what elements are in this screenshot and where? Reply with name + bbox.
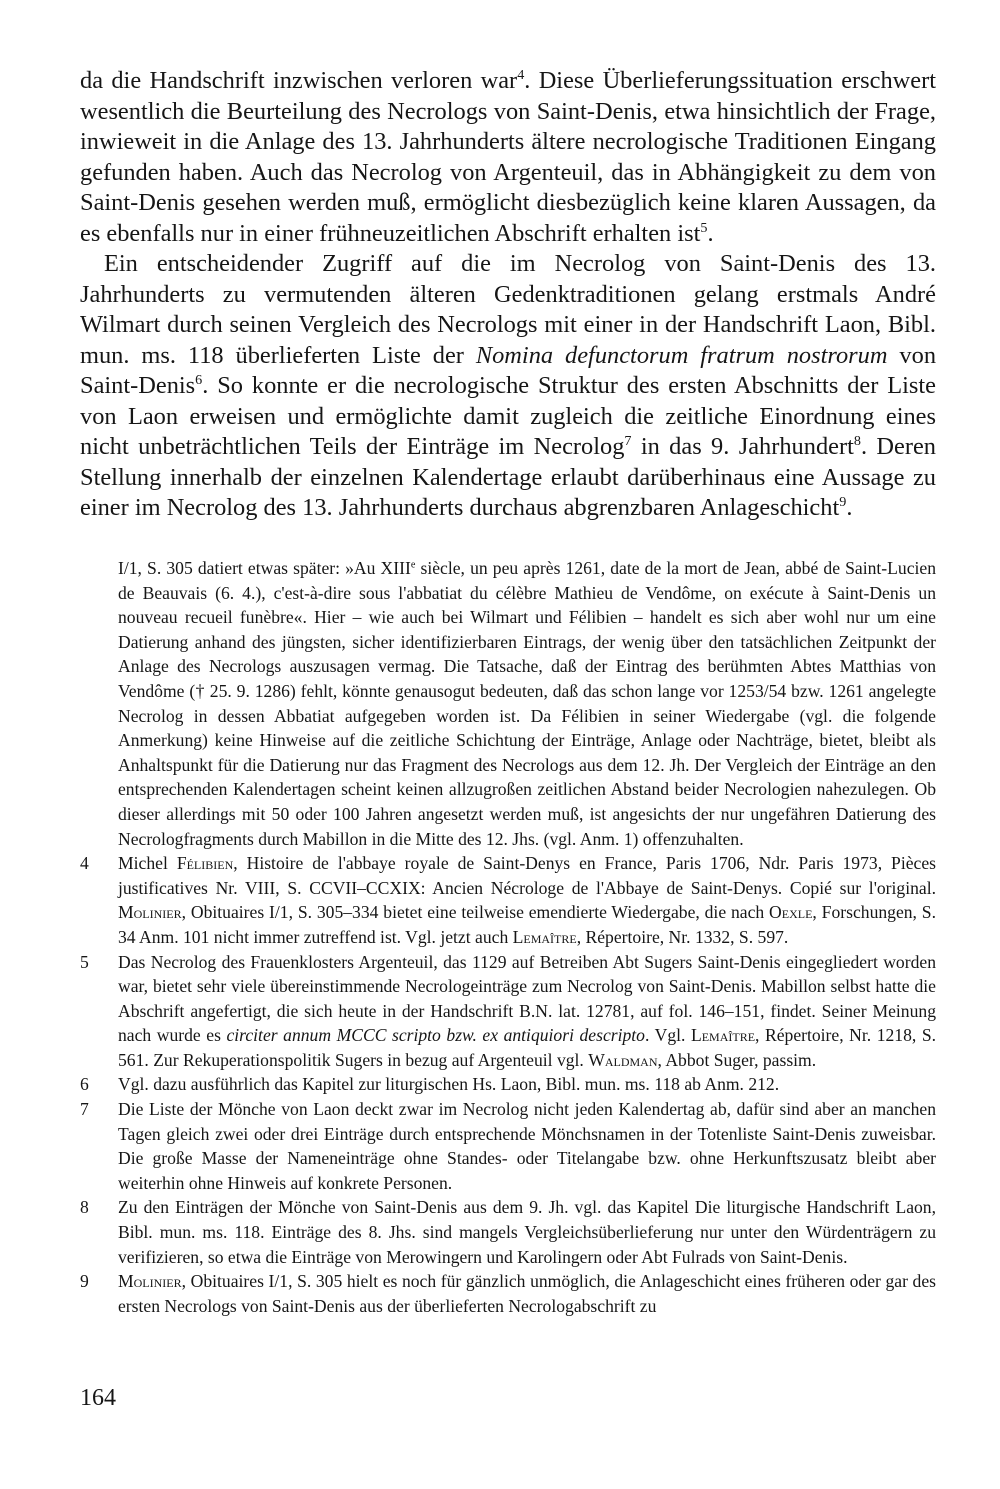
footnote-number: 7 bbox=[80, 1099, 89, 1120]
footnote-4: 4 Michel Félibien, Histoire de l'abbaye royale de Saint-Denys en France, Paris 1706, Ndr. Paris 1973, Pièces justificatives Nr. VIII, S. CCVII–CCXIX: Ancien Nécrologe de l'Abbaye de Saint-Denys. Copié sur l'original. Molinier, Obituaires I/1, S. 305–334 bietet eine teilweise emendierte Wiedergabe, die nach Oexle, Forschungen, S. 34 Anm. 101 nicht immer zutreffend ist. Vgl. jetzt auch Lemaître, Répertoire, Nr. 1332, S. 597. bbox=[80, 853, 937, 947]
footnote-ref-6[interactable]: 6 bbox=[195, 372, 203, 389]
footnote-number: 9 bbox=[80, 1271, 89, 1292]
footnote-number: 6 bbox=[80, 1074, 89, 1095]
superscript-e: e bbox=[410, 559, 416, 571]
footnote-6: 6 Vgl. dazu ausführlich das Kapitel zur liturgischen Hs. Laon, Bibl. mun. ms. 118 ab Anm. 212. bbox=[80, 1072, 936, 1097]
paragraph-1: da die Handschrift inzwischen verloren war$^4$. Diese Überlieferungssituation erschwert wesentlich die Beurteilung des Necrologs von Saint-Denis, etwa hinsichtlich der Frage, inwieweit in die Anlage des 13. Jahrhunderts ältere necrologische Traditionen Eingang gefunden haben. Auch das Necrolog von Argenteuil, das in Abhängigkeit zu dem von Saint-Denis gesehen werden muß, ermöglicht diesbezüglich keine klaren Aussagen, da es ebenfalls nur in einer frühneuzeitlichen Abschrift erhalten ist$^5$. bbox=[80, 67, 936, 247]
page-number: 164 bbox=[80, 1385, 116, 1411]
footnote-ref-4[interactable]: 4 bbox=[517, 67, 525, 84]
footnote-number: 4 bbox=[80, 853, 89, 874]
footnote-5: 5 Das Necrolog des Frauenklosters Argenteuil, das 1129 auf Betreiben Abt Sugers Saint-Denis eingegliedert worden war, bietet sehr viele übereinstimmende Necrologeinträge zum Necrolog von Saint-Denis. Mabillon selbst hatte die Abschrift angefertigt, die sich heute in der Handschrift B.N. lat. 12781, auf fol. 146–151, findet. Seiner Meinung nach wurde es circiter annum MCCC scripto bzw. ex antiquiori descripto. Vgl. Lemaître, Répertoire, Nr. 1218, S. 561. Zur Rekuperationspolitik Sugers in bezug auf Argenteuil vgl. Waldman, Abbot Suger, passim. bbox=[80, 951, 937, 1070]
footnotes bbox=[80, 556, 936, 1318]
footnote-continuation: I/1, S. 305 datiert etwas später: »Au XIIIe siècle, un peu après 1261, date de la mort de Jean, abbé de Saint-Lucien de Beauvais (6. 4.), c'est-à-dire sous l'abbatiat du célèbre Mathieu de Vendôme, on exécute à Saint-Denis un nouveau recueil funèbre«. Hier – wie auch bei Wilmart und Félibien – handelt es sich aber wohl nur um eine Datierung anhand des jüngsten, sicher identifizierbaren Eintrags, der wenig über den tatsächlichen Zeitpunkt der Anlage des Necrologs auszusagen vermag. Die Tatsache, daß der Eintrag des berühmten Abtes Matthias von Vendôme († 25. 9. 1286) fehlt, könnte genausogut bedeuten, daß das schon lange vor 1253/54 bzw. 1261 angelegte Necrolog in dessen Abbatiat aufgegeben worden ist. Da Félibien in seiner Wiedergabe (vgl. die folgende Anmerkung) keine Hinweise auf die zeitliche Schichtung der Einträge, Anlage oder Nachträge, bietet, bleibt als Anhaltspunkt für die Datierung nur das Fragment des Necrologs aus dem 12. Jh. Der Vergleich der Einträge an den entsprechenden Kalendertagen scheint keinen allzugroßen zeitlichen Abstand beider Necrologien nahezulegen. Ob dieser allerdings mit 50 oder 100 Jahren angesetzt werden muß, ist angesichts der nur ungefähren Datierung des Necrologfragments durch Mabillon in die Mitte des 12. Jhs. (vgl. Anm. 1) offenzuhalten. bbox=[118, 558, 936, 849]
footnote-ref-9[interactable]: 9 bbox=[839, 494, 847, 511]
footnote-ref-8[interactable]: 8 bbox=[853, 433, 861, 450]
footnote-ref-5[interactable]: 5 bbox=[700, 219, 708, 236]
footnote-7: 7 Die Liste der Mönche von Laon deckt zwar im Necrolog nicht jeden Kalendertag ab, dafür sind aber an manchen Tagen gleich zwei oder drei Einträge durch entsprechende Mönchsnamen in der Totenliste Saint-Denis zuweisbar. Die große Masse der Nameneinträge ohne Standes- oder Titelangabe bzw. ohne Herkunftszusatz bleibt aber weiterhin ohne Hinweis auf konkrete Personen. bbox=[80, 1099, 936, 1193]
main-text bbox=[80, 66, 936, 524]
footnote-9: 9 Molinier, Obituaires I/1, S. 305 hielt es noch für gänzlich unmöglich, die Anlageschicht eines früheren oder gar des ersten Necrologs von Saint-Denis aus der überlieferten Necrologabschrift zu bbox=[80, 1271, 936, 1316]
italic-title: Nomina defunctorum fratrum nostrorum bbox=[475, 341, 888, 369]
footnote-number: 8 bbox=[80, 1197, 89, 1218]
footnote-ref-7[interactable]: 7 bbox=[624, 433, 632, 450]
paragraph-2: Ein entscheidender Zugriff auf die im Necrolog von Saint-Denis des 13. Jahrhunderts zu vermutenden älteren Gedenktraditionen gelang erstmals André Wilmart durch seinen Vergleich des Necrologs mit einer in der Handschrift Laon, Bibl. mun. ms. 118 überlieferten Liste der Nomina defunctorum fratrum nostrorum von Saint-Denis$^6$. So konnte er die necrologische Struktur des ersten Abschnitts der Liste von Laon erweisen und ermöglichte damit zugleich die zeitliche Einordnung eines nicht unbeträchtlichen Teils der Einträge im Necrolog$^7$ in das 9. Jahrhundert$^8$. Deren Stellung innerhalb der einzelnen Kalendertage erlaubt darüberhinaus eine Aussage zu einer im Necrolog des 13. Jahrhunderts durchaus abgrenzbaren Anlageschicht$^9$. bbox=[80, 250, 937, 521]
footnote-8: 8 Zu den Einträgen der Mönche von Saint-Denis aus dem 9. Jh. vgl. das Kapitel Die liturgische Handschrift Laon, Bibl. mun. ms. 118. Einträge des 8. Jhs. sind mangels Vergleichsüberlieferung nur unter den Würdenträgern zu verifizieren, so etwa die Einträge von Merowingern und Karolingern oder Abt Fulrads von Saint-Denis. bbox=[80, 1197, 936, 1267]
footnote-number: 5 bbox=[80, 951, 89, 972]
